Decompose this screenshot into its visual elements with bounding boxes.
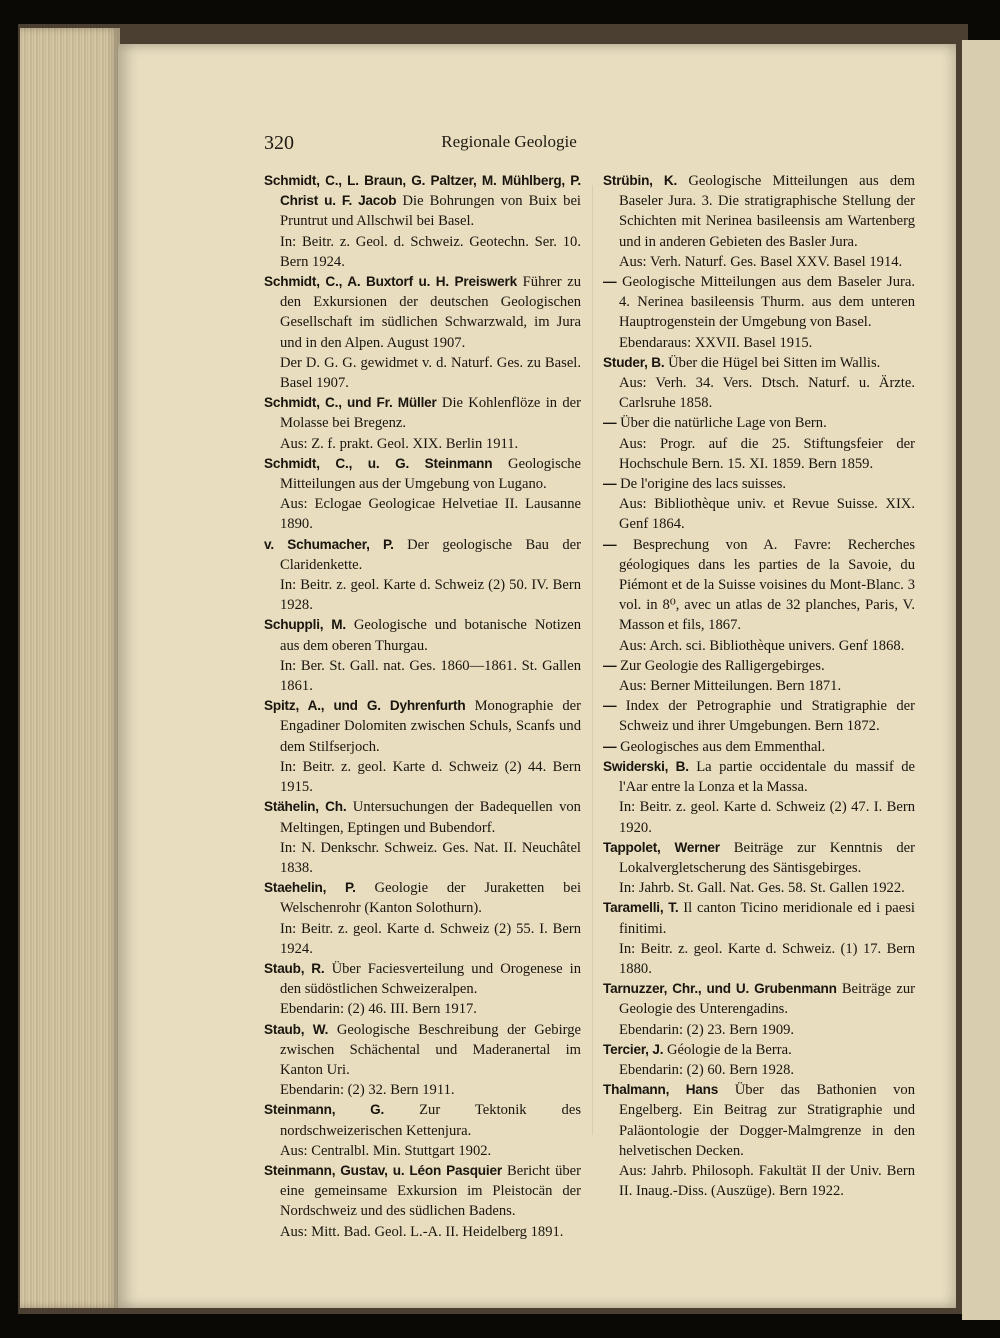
- entry-source: In: Beitr. z. geol. Karte d. Schweiz. (1) 17. Bern 1880.: [619, 940, 915, 977]
- entry-heading: [603, 171, 915, 252]
- entry-author: Staub, R.: [264, 960, 325, 976]
- bibliography-entry: [264, 797, 581, 878]
- entry-title: Beiträge zur Geologie des Unterengadins.: [619, 981, 916, 1018]
- entry-heading: [603, 474, 915, 494]
- entry-title: Zur Geologie des Ralligergebirges.: [620, 657, 825, 674]
- bibliography-entry: [603, 838, 915, 899]
- bibliography-entry: [603, 171, 915, 272]
- entry-source: Ebendarin: (2) 32. Bern 1911.: [280, 1082, 455, 1099]
- bibliography-entry: [603, 757, 915, 838]
- entry-heading: [264, 696, 581, 757]
- entry-heading: [603, 898, 915, 938]
- entry-source: Aus: Arch. sci. Bibliothèque univers. Genf 1868.: [619, 637, 905, 654]
- entry-heading: [603, 272, 915, 333]
- entry-author: —: [603, 536, 617, 552]
- entry-source: Ebendarin: (2) 23. Bern 1909.: [619, 1021, 795, 1038]
- entry-title: Bericht über eine gemeinsame Exkursion im Pleistocän der Nordschweiz und des südlichen Badens.: [280, 1162, 581, 1220]
- entry-source: Aus: Z. f. prakt. Geol. XIX. Berlin 1911.: [280, 435, 519, 452]
- entry-author: —: [603, 476, 617, 492]
- bibliography-entry: [264, 878, 581, 959]
- entry-author: Spitz, A., und G. Dyhrenfurth: [264, 698, 466, 714]
- entry-author: Steinmann, G.: [264, 1102, 385, 1118]
- entry-author: Taramelli, T.: [603, 900, 679, 916]
- bibliography-entry: [603, 272, 915, 353]
- entry-heading: [264, 535, 581, 575]
- entry-author: Stähelin, Ch.: [264, 799, 347, 815]
- bibliography-entry: [264, 454, 581, 535]
- entry-author: Staub, W.: [264, 1021, 329, 1037]
- entry-source: In: Jahrb. St. Gall. Nat. Ges. 58. St. Gallen 1922.: [619, 880, 905, 897]
- entry-title: Untersuchungen der Badequellen von Meltingen, Eptingen und Bubendorf.: [280, 799, 581, 836]
- entry-heading: [264, 393, 581, 433]
- bibliography-entry: [603, 898, 915, 979]
- entry-source: Der D. G. G. gewidmet v. d. Naturf. Ges. zu Basel. Basel 1907.: [280, 354, 581, 392]
- bibliography-entry: [264, 696, 581, 797]
- entry-heading: [264, 1020, 581, 1081]
- entry-title: Geologische Mitteilungen aus der Umgebung von Lugano.: [280, 455, 581, 493]
- entry-title: Die Kohlenflöze in der Molasse bei Bregenz.: [280, 395, 581, 432]
- entry-heading: [603, 656, 915, 676]
- bibliography-entry: [264, 1161, 581, 1242]
- bibliography-entry: [603, 353, 915, 414]
- entry-source: In: Beitr. z. geol. Karte d. Schweiz (2) 44. Bern 1915.: [280, 758, 581, 796]
- bibliography-entry: [264, 535, 581, 616]
- entry-title: Geologische und botanische Notizen aus dem oberen Thurgau.: [280, 617, 582, 654]
- entry-heading: [603, 353, 915, 373]
- entry-title: De l'origine des lacs suisses.: [620, 476, 787, 493]
- entry-author: Tappolet, Werner: [603, 839, 720, 855]
- column-gutter: [592, 185, 593, 1135]
- entry-author: —: [603, 738, 617, 754]
- adjacent-page: [962, 40, 1000, 1320]
- entry-heading: [264, 272, 581, 353]
- bibliography-entry: [264, 272, 581, 393]
- entry-source: Ebendarin: (2) 60. Bern 1928.: [619, 1061, 795, 1078]
- entry-source: In: N. Denkschr. Schweiz. Ges. Nat. II. Neuchâtel 1838.: [280, 839, 581, 876]
- entry-title: Géologie de la Berra.: [666, 1041, 792, 1058]
- entry-author: Schmidt, C., u. G. Steinmann: [264, 455, 493, 471]
- entry-title: Geologie der Juraketten bei Welschenrohr (Kanton Solothurn).: [280, 880, 582, 917]
- right-column: [603, 171, 915, 1201]
- entry-author: Schmidt, C., L. Braun, G. Paltzer, M. Mühlberg, P. Christ u. F. Jacob: [264, 173, 581, 209]
- bibliography-entry: [264, 615, 581, 696]
- entry-title: Geologische Mitteilungen aus dem Baseler Jura. 4. Nerinea basileensis Thurm. aus dem unteren Hauptrogenstein der Umgebung von Basel.: [619, 274, 915, 331]
- bibliography-entry: [603, 1040, 915, 1080]
- entry-title: Über die natürliche Lage von Bern.: [620, 415, 827, 432]
- entry-title: La partie occidentale du massif de l'Aar entre la Lonza et la Massa.: [619, 758, 915, 796]
- entry-author: —: [603, 415, 617, 431]
- entry-heading: [603, 413, 915, 433]
- entry-author: Schmidt, C., A. Buxtorf u. H. Preiswerk: [264, 274, 517, 290]
- bibliography-entry: [264, 1020, 581, 1101]
- entry-author: —: [603, 698, 617, 714]
- entry-source: Aus: Mitt. Bad. Geol. L.-A. II. Heidelberg 1891.: [280, 1223, 564, 1240]
- entry-title: Geologisches aus dem Emmenthal.: [620, 738, 826, 755]
- entry-heading: [603, 737, 915, 757]
- bibliography-entry: [603, 979, 915, 1040]
- entry-heading: [264, 797, 581, 837]
- entry-title: Besprechung von A. Favre: Recherches géologiques dans les parties de la Savoie, du Piémont et de la Suisse voisines du Mont-Blanc. 3 vol. in 8⁰, avec un atlas de 32 planches, Paris, V. Masson et fils, 1867.: [619, 536, 916, 634]
- bibliography-entry: [264, 959, 581, 1020]
- entry-title: Über Faciesverteilung und Orogenese in den südöstlichen Schweizeralpen.: [280, 960, 582, 998]
- entry-source: Aus: Jahrb. Philosoph. Fakultät II der Univ. Bern II. Inaug.-Diss. (Auszüge). Bern 1922.: [619, 1162, 915, 1200]
- entry-source: Aus: Verh. Naturf. Ges. Basel XXV. Basel 1914.: [619, 253, 903, 270]
- entry-author: Schmidt, C., und Fr. Müller: [264, 395, 437, 411]
- bibliography-entry: [603, 737, 915, 757]
- entry-heading: [603, 979, 915, 1019]
- bibliography-entry: [603, 535, 915, 656]
- page-number: 320: [264, 132, 294, 154]
- entry-author: Staehelin, P.: [264, 880, 356, 896]
- entry-heading: [603, 535, 915, 636]
- entry-author: Strübin, K.: [603, 173, 678, 188]
- entry-title: Die Bohrungen von Buix bei Pruntrut und Allschwil bei Basel.: [280, 193, 581, 230]
- entry-title: Über die Hügel bei Sitten im Wallis.: [668, 354, 881, 371]
- entry-source: Ebendaraus: XXVII. Basel 1915.: [619, 334, 813, 351]
- bibliography-entry: [603, 413, 915, 474]
- entry-source: In: Beitr. z. geol. Karte d. Schweiz (2) 50. IV. Bern 1928.: [280, 577, 581, 614]
- bibliography-entry: [264, 1100, 581, 1161]
- entry-source: Aus: Berner Mitteilungen. Bern 1871.: [619, 678, 842, 695]
- entry-author: Thalmann, Hans: [603, 1082, 719, 1098]
- entry-heading: [603, 838, 915, 878]
- entry-title: Beiträge zur Kenntnis der Lokalvergletscherung des Säntisgebirges.: [619, 839, 915, 876]
- entry-title: Geologische Beschreibung der Gebirge zwischen Schächental und Maderanertal im Kanton Uri.: [280, 1021, 581, 1078]
- entry-source: In: Beitr. z. geol. Karte d. Schweiz (2) 47. I. Bern 1920.: [619, 799, 915, 836]
- entry-author: Schuppli, M.: [264, 617, 346, 633]
- entry-heading: [603, 757, 915, 797]
- entry-source: In: Beitr. z. geol. Karte d. Schweiz (2) 55. I. Bern 1924.: [280, 920, 581, 957]
- entry-title: Index der Petrographie und Stratigraphie der Schweiz und ihrer Umgebungen. Bern 1872.: [619, 698, 915, 735]
- entry-heading: [603, 1080, 915, 1161]
- entry-heading: [264, 1100, 581, 1140]
- page-header: [264, 132, 754, 158]
- entry-source: Aus: Progr. auf die 25. Stiftungsfeier der Hochschule Bern. 15. XI. 1859. Bern 1859.: [619, 435, 915, 472]
- left-column: [264, 171, 581, 1242]
- running-title: Regionale Geologie: [441, 132, 577, 151]
- bibliography-entry: [603, 1080, 915, 1201]
- entry-source: Ebendarin: (2) 46. III. Bern 1917.: [280, 1001, 477, 1018]
- entry-heading: [264, 615, 581, 655]
- entry-title: Zur Tektonik des nordschweizerischen Kettenjura.: [280, 1102, 581, 1139]
- entry-title: Monographie der Engadiner Dolomiten zwischen Schuls, Scanfs und dem Stilfserjoch.: [280, 698, 581, 755]
- page-edges: [20, 28, 120, 1308]
- entry-source: In: Ber. St. Gall. nat. Ges. 1860—1861. St. Gallen 1861.: [280, 657, 581, 695]
- entry-title: Führer zu den Exkursionen der deutschen Geologischen Gesellschaft im südlichen Schwarzwald, im Jura und in den Alpen. August 1907.: [280, 274, 581, 351]
- entry-heading: [603, 1040, 915, 1060]
- bibliography-entry: [603, 696, 915, 736]
- bibliography-entry: [264, 171, 581, 272]
- entry-heading: [603, 696, 915, 736]
- entry-title: Der geologische Bau der Claridenkette.: [280, 536, 581, 573]
- entry-heading: [264, 171, 581, 232]
- entry-heading: [264, 959, 581, 999]
- entry-source: Aus: Verh. 34. Vers. Dtsch. Naturf. u. Ärzte. Carlsruhe 1858.: [619, 375, 915, 412]
- entry-source: Aus: Centralbl. Min. Stuttgart 1902.: [280, 1142, 492, 1159]
- entry-source: Aus: Eclogae Geologicae Helvetiae II. Lausanne 1890.: [280, 496, 581, 533]
- entry-author: Tarnuzzer, Chr., und U. Grubenmann: [603, 981, 837, 997]
- entry-heading: [264, 1161, 581, 1222]
- entry-title: Il canton Ticino meridionale ed i paesi finitimi.: [619, 900, 915, 937]
- entry-author: Tercier, J.: [603, 1041, 664, 1057]
- entry-author: Swiderski, B.: [603, 758, 689, 774]
- entry-title: Geologische Mitteilungen aus dem Baseler Jura. 3. Die stratigraphische Stellung der Schichten mit Nerinea basileensis am Wartenberg und in anderen Gebieten des Basler Jura.: [619, 173, 915, 250]
- entry-title: Über das Bathonien von Engelberg. Ein Beitrag zur Stratigraphie und Paläontologie der Dogger-Malmgrenze in den helvetischen Decken.: [619, 1082, 915, 1159]
- bibliography-entry: [603, 474, 915, 535]
- entry-author: v. Schumacher, P.: [264, 536, 394, 552]
- entry-source: In: Beitr. z. Geol. d. Schweiz. Geotechn. Ser. 10. Bern 1924.: [280, 233, 581, 270]
- bibliography-entry: [264, 393, 581, 454]
- entry-author: Steinmann, Gustav, u. Léon Pasquier: [264, 1162, 502, 1178]
- entry-heading: [264, 878, 581, 918]
- entry-author: —: [603, 274, 617, 290]
- entry-heading: [264, 454, 581, 494]
- entry-source: Aus: Bibliothèque univ. et Revue Suisse. XIX. Genf 1864.: [619, 496, 915, 533]
- entry-author: —: [603, 657, 617, 673]
- entry-author: Studer, B.: [603, 354, 665, 370]
- bibliography-entry: [603, 656, 915, 696]
